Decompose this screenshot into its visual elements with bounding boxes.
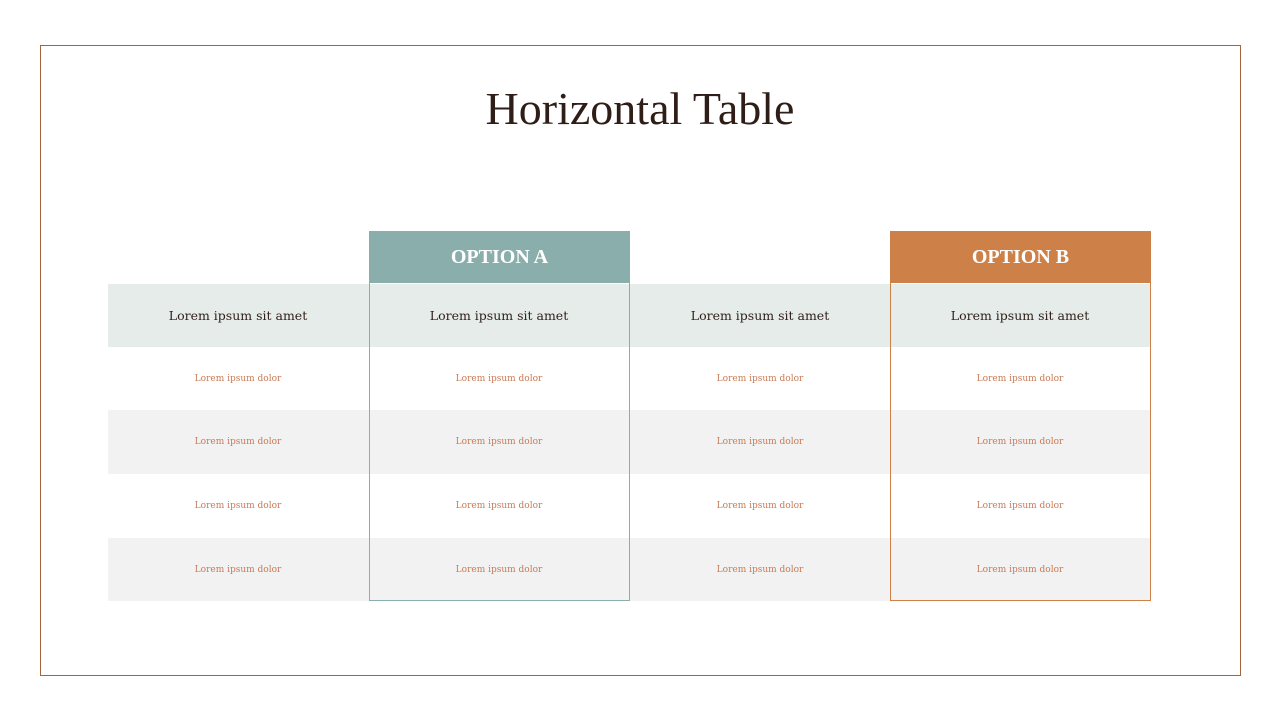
table-cell: Lorem ipsum dolor: [716, 501, 804, 511]
row-header-cell: Lorem ipsum sit amet: [168, 308, 308, 323]
table-cell: Lorem ipsum dolor: [976, 501, 1064, 511]
table-cell: Lorem ipsum dolor: [455, 437, 543, 447]
table-cell: Lorem ipsum dolor: [716, 437, 804, 447]
table-cell: Lorem ipsum dolor: [976, 373, 1064, 384]
table-cell: Lorem ipsum dolor: [716, 373, 804, 384]
table-cell: Lorem ipsum dolor: [716, 564, 804, 575]
table-cell: Lorem ipsum dolor: [194, 501, 282, 511]
option-header-a: OPTION A: [369, 231, 630, 283]
table-cell: Lorem ipsum dolor: [194, 564, 282, 575]
row-header-cell: Lorem ipsum sit amet: [950, 308, 1090, 323]
page-title: Horizontal Table: [485, 83, 795, 134]
option-header-b: OPTION B: [890, 231, 1151, 283]
table-cell: Lorem ipsum dolor: [194, 373, 282, 384]
table-cell: Lorem ipsum dolor: [194, 437, 282, 447]
row-header-cell: Lorem ipsum sit amet: [429, 308, 569, 323]
table-cell: Lorem ipsum dolor: [455, 373, 543, 384]
table-cell: Lorem ipsum dolor: [455, 501, 543, 511]
row-header-cell: Lorem ipsum sit amet: [690, 308, 830, 323]
table-cell: Lorem ipsum dolor: [976, 564, 1064, 575]
table-cell: Lorem ipsum dolor: [976, 437, 1064, 447]
table-cell: Lorem ipsum dolor: [455, 564, 543, 575]
